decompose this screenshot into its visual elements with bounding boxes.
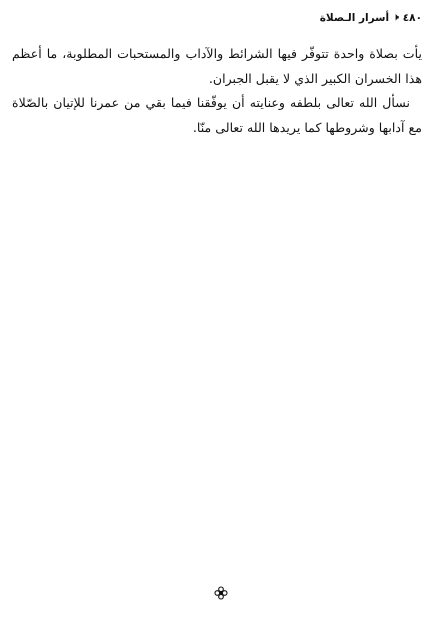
running-header [320,12,422,24]
paragraph-prayer: نسأل الله تعالى بلطفه وعنايته أن يوفّقنا فيما بقي من عمرنا للإتيان بالصّلاة مع آدابها وشروطها كما يريدها الله تعالى منّا. [12,95,422,135]
page-number: ٤٨٠ [402,12,422,24]
paragraph-continued: يأت بصلاة واحدة تتوفّر فيها الشرائط والآداب والمستحبات المطلوبة، ما أعظم هذا الخسران الكبير الذي لا يقبل الجبران. [12,46,422,86]
chevron-left-icon: 🕨 [393,13,399,23]
book-title: أسرار الـصلاة [319,12,390,24]
page-body [12,42,422,140]
flower-ornament-icon [214,586,228,600]
